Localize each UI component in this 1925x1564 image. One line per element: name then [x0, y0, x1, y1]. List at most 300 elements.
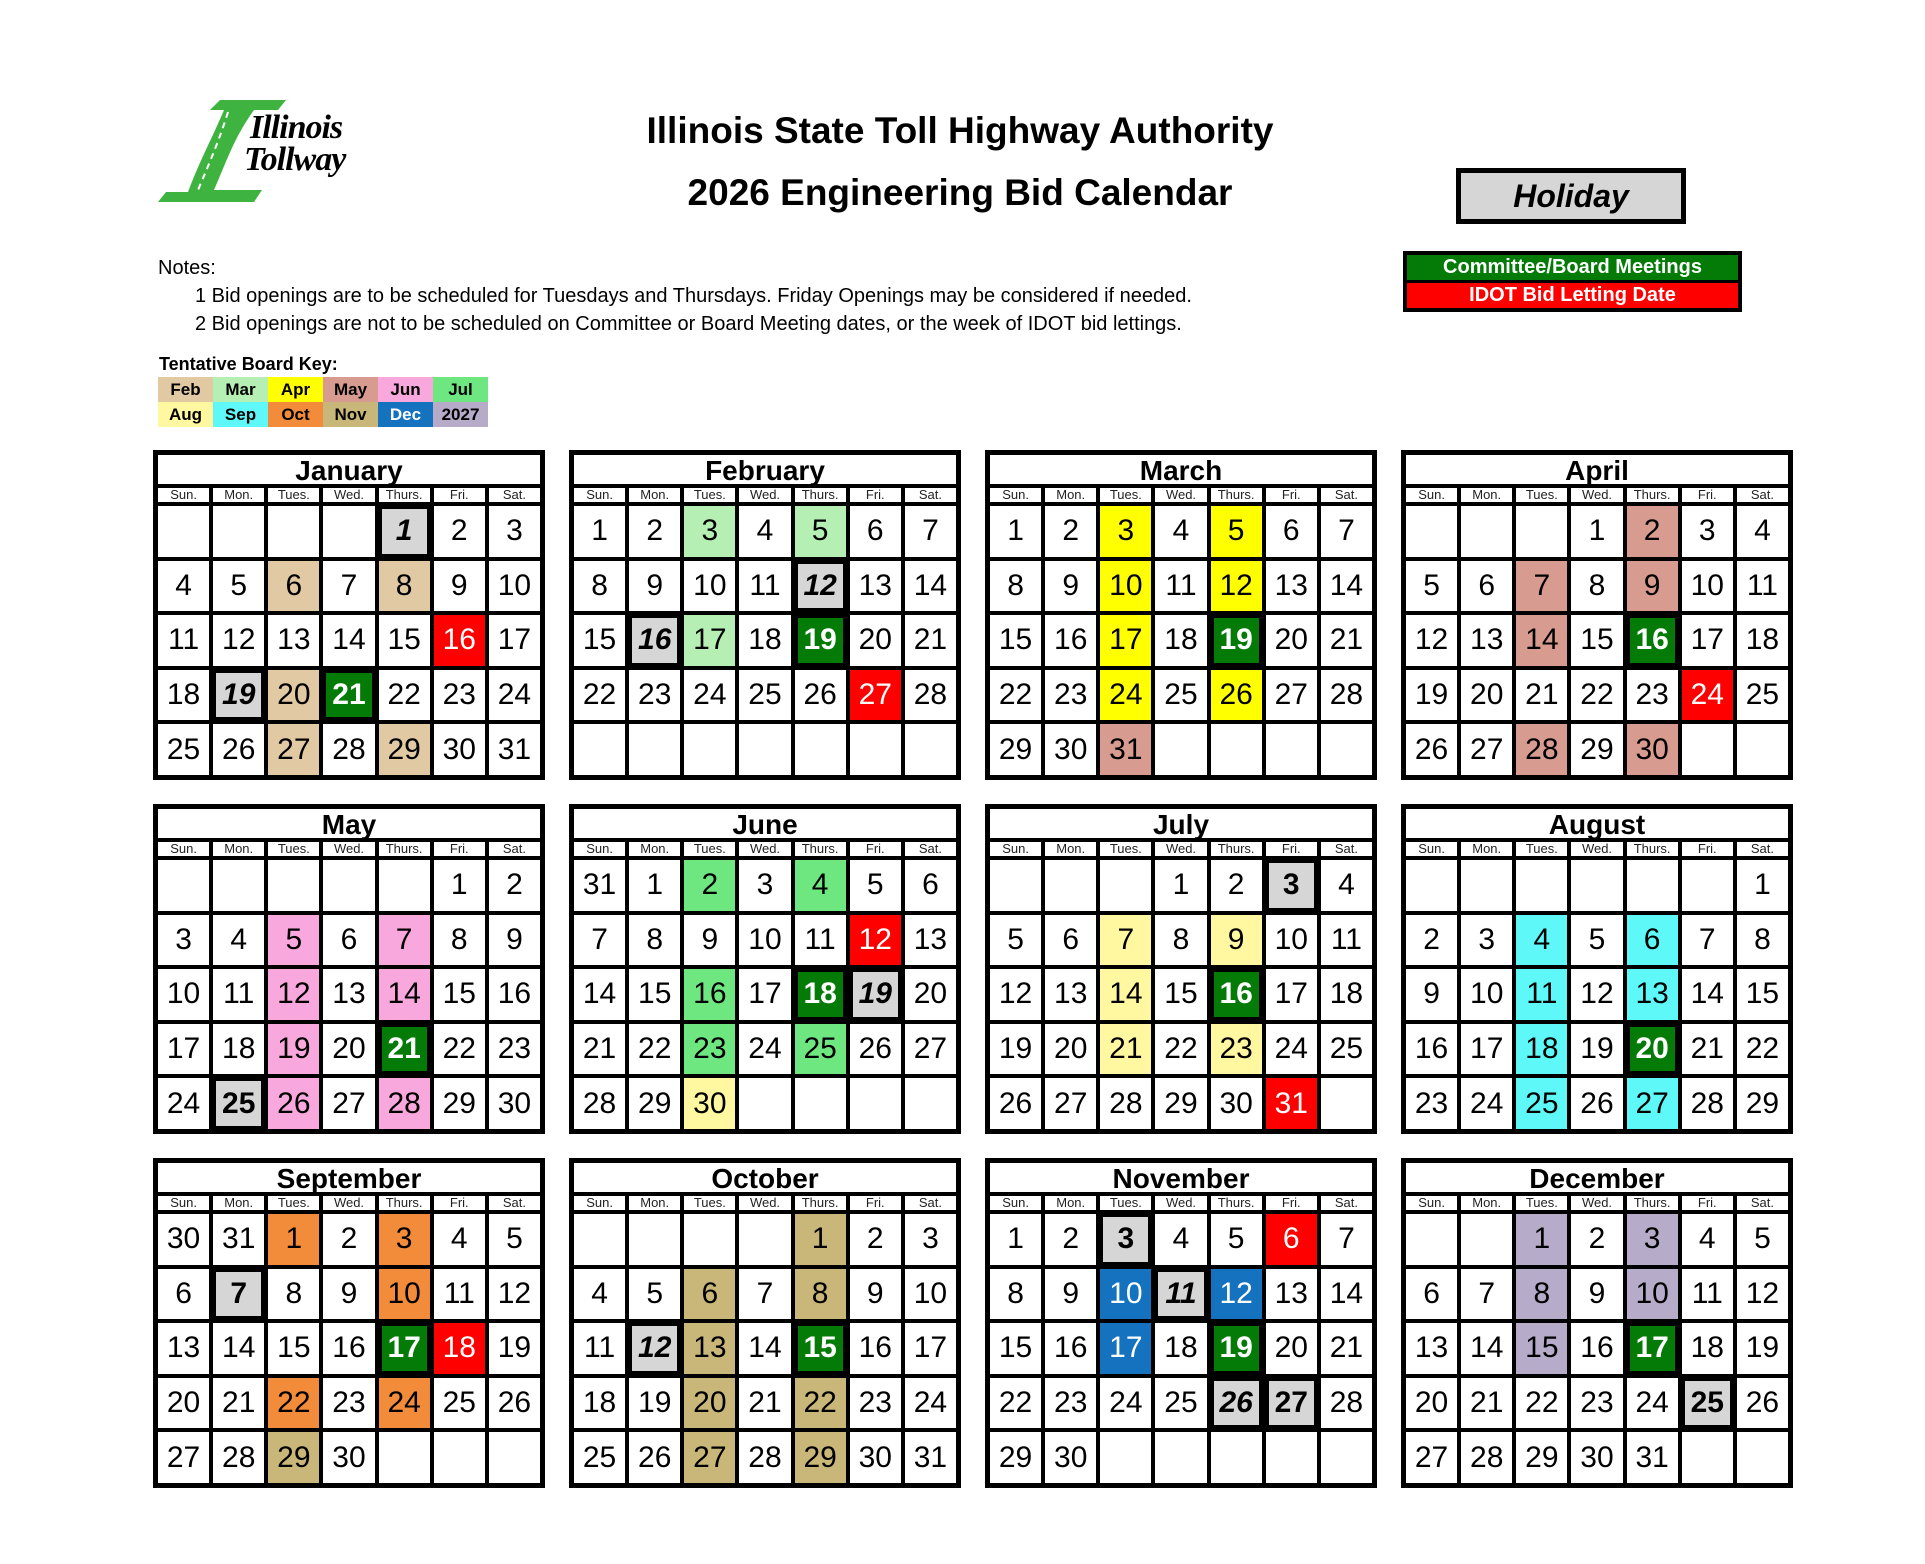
day-cell: 2 — [850, 1214, 901, 1265]
board-key-may: May — [323, 377, 378, 402]
day-cell: 31 — [489, 724, 540, 775]
day-cell — [1682, 860, 1733, 911]
idot-letting-cell: 24 — [1682, 670, 1733, 721]
board-tentative-cell: 29 — [795, 1432, 846, 1483]
weekday-label: Wed. — [323, 842, 374, 856]
day-cell: 18 — [1155, 1323, 1206, 1374]
day-cell: 9 — [323, 1269, 374, 1320]
month-title: December — [1406, 1163, 1788, 1192]
day-cell: 20 — [1461, 670, 1512, 721]
day-cell: 1 — [990, 1214, 1041, 1265]
day-cell: 6 — [323, 915, 374, 966]
day-cell: 23 — [1571, 1378, 1622, 1429]
month-title: January — [158, 455, 540, 484]
day-cell: 20 — [1045, 1024, 1096, 1075]
board-key-jun: Jun — [378, 377, 433, 402]
weekday-label: Mon. — [1045, 1196, 1096, 1210]
weekday-header — [1406, 488, 1788, 502]
board-tentative-cell: 28 — [379, 1078, 430, 1129]
holiday-cell: 16 — [629, 615, 680, 666]
weekday-label: Sat. — [905, 842, 956, 856]
weekday-label: Sat. — [1737, 488, 1788, 502]
day-cell: 27 — [1461, 724, 1512, 775]
day-cell: 24 — [905, 1378, 956, 1429]
board-tentative-cell: 1 — [268, 1214, 319, 1265]
weekday-label: Wed. — [1155, 842, 1206, 856]
day-cell — [1045, 860, 1096, 911]
day-cell: 28 — [1100, 1078, 1151, 1129]
day-cell: 11 — [1682, 1269, 1733, 1320]
weekday-label: Tues. — [684, 842, 735, 856]
day-cell: 6 — [905, 860, 956, 911]
day-cell: 1 — [990, 506, 1041, 557]
board-tentative-cell: 24 — [379, 1378, 430, 1429]
day-cell — [795, 1078, 846, 1129]
board-tentative-cell: 1 — [795, 1214, 846, 1265]
day-cell: 20 — [850, 615, 901, 666]
day-cell: 28 — [323, 724, 374, 775]
day-cell — [323, 506, 374, 557]
day-cell: 12 — [990, 969, 1041, 1020]
idot-letting-cell: 16 — [434, 615, 485, 666]
month-days — [990, 506, 1372, 775]
day-cell: 28 — [574, 1078, 625, 1129]
weekday-label: Mon. — [629, 488, 680, 502]
day-cell — [379, 860, 430, 911]
day-cell — [1406, 860, 1457, 911]
day-cell: 7 — [905, 506, 956, 557]
weekday-header — [574, 488, 956, 502]
board-tentative-cell: 2 — [684, 860, 735, 911]
month-days — [574, 506, 956, 775]
day-cell: 13 — [1045, 969, 1096, 1020]
day-cell: 15 — [379, 615, 430, 666]
board-tentative-cell: 6 — [1627, 915, 1678, 966]
day-cell: 26 — [850, 1024, 901, 1075]
day-cell: 10 — [489, 561, 540, 612]
weekday-label: Tues. — [1516, 488, 1567, 502]
weekday-label: Fri. — [1266, 488, 1317, 502]
weekday-label: Fri. — [434, 1196, 485, 1210]
day-cell: 25 — [434, 1378, 485, 1429]
weekday-label: Sat. — [1737, 842, 1788, 856]
month-title: May — [158, 809, 540, 838]
day-cell: 25 — [1155, 670, 1206, 721]
day-cell — [1461, 860, 1512, 911]
day-cell: 1 — [629, 860, 680, 911]
weekday-label: Fri. — [1266, 842, 1317, 856]
day-cell: 29 — [434, 1078, 485, 1129]
day-cell: 17 — [739, 969, 790, 1020]
idot-legend: IDOT Bid Letting Date — [1407, 283, 1738, 308]
day-cell: 15 — [1737, 969, 1788, 1020]
day-cell: 6 — [1461, 561, 1512, 612]
weekday-label: Tues. — [268, 1196, 319, 1210]
day-cell: 2 — [489, 860, 540, 911]
day-cell — [629, 724, 680, 775]
day-cell: 1 — [1155, 860, 1206, 911]
day-cell: 29 — [1516, 1432, 1567, 1483]
board-tentative-cell: 15 — [1516, 1323, 1567, 1374]
board-tentative-cell: 4 — [795, 860, 846, 911]
day-cell: 16 — [323, 1323, 374, 1374]
day-cell — [905, 1078, 956, 1129]
day-cell: 30 — [1571, 1432, 1622, 1483]
day-cell: 15 — [434, 969, 485, 1020]
day-cell — [574, 724, 625, 775]
note-2: 2 Bid openings are not to be scheduled on Committee or Board Meeting dates, or the week of IDOT bid lettings. — [195, 313, 1182, 335]
weekday-label: Fri. — [1682, 1196, 1733, 1210]
day-cell: 17 — [158, 1024, 209, 1075]
holiday-cell: 12 — [795, 561, 846, 612]
day-cell: 21 — [574, 1024, 625, 1075]
day-cell: 10 — [905, 1269, 956, 1320]
day-cell: 21 — [1682, 1024, 1733, 1075]
weekday-label: Thurs. — [1627, 1196, 1678, 1210]
month-october — [569, 1158, 961, 1488]
notes-label: Notes: — [158, 257, 216, 279]
board-key-dec: Dec — [378, 402, 433, 427]
weekday-label: Sun. — [990, 1196, 1041, 1210]
day-cell: 4 — [739, 506, 790, 557]
day-cell: 4 — [1682, 1214, 1733, 1265]
day-cell: 4 — [158, 561, 209, 612]
weekday-header — [990, 842, 1372, 856]
day-cell — [158, 506, 209, 557]
weekday-label: Sun. — [1406, 842, 1457, 856]
day-cell — [1321, 724, 1372, 775]
committee-meeting-cell: 16 — [1627, 615, 1678, 666]
day-cell — [379, 1432, 430, 1483]
day-cell: 9 — [1045, 561, 1096, 612]
month-june — [569, 804, 961, 1134]
idot-letting-cell: 12 — [850, 915, 901, 966]
day-cell — [434, 1432, 485, 1483]
month-november — [985, 1158, 1377, 1488]
day-cell: 21 — [905, 615, 956, 666]
weekday-label: Mon. — [629, 1196, 680, 1210]
day-cell: 19 — [629, 1378, 680, 1429]
day-cell — [739, 1078, 790, 1129]
weekday-header — [990, 1196, 1372, 1210]
day-cell: 5 — [1406, 561, 1457, 612]
day-cell: 5 — [489, 1214, 540, 1265]
day-cell: 24 — [1627, 1378, 1678, 1429]
day-cell: 16 — [850, 1323, 901, 1374]
day-cell — [905, 724, 956, 775]
day-cell: 10 — [739, 915, 790, 966]
page-title: Illinois State Toll Highway Authority — [646, 110, 1274, 151]
day-cell: 15 — [990, 1323, 1041, 1374]
weekday-label: Tues. — [684, 488, 735, 502]
day-cell: 18 — [213, 1024, 264, 1075]
day-cell: 11 — [739, 561, 790, 612]
month-title: March — [990, 455, 1372, 484]
day-cell — [489, 1432, 540, 1483]
day-cell: 1 — [1737, 860, 1788, 911]
day-cell: 25 — [574, 1432, 625, 1483]
board-tentative-cell: 14 — [1100, 969, 1151, 1020]
day-cell: 15 — [1571, 615, 1622, 666]
day-cell: 18 — [574, 1378, 625, 1429]
day-cell: 3 — [1682, 506, 1733, 557]
day-cell: 1 — [434, 860, 485, 911]
day-cell: 10 — [1461, 969, 1512, 1020]
committee-meeting-cell: 15 — [795, 1323, 846, 1374]
day-cell: 23 — [1045, 1378, 1096, 1429]
board-tentative-cell: 7 — [1100, 915, 1151, 966]
weekday-label: Mon. — [213, 842, 264, 856]
day-cell: 4 — [574, 1269, 625, 1320]
weekday-label: Sat. — [905, 1196, 956, 1210]
board-tentative-cell: 27 — [1627, 1078, 1678, 1129]
day-cell: 23 — [1627, 670, 1678, 721]
board-tentative-cell: 6 — [268, 561, 319, 612]
day-cell: 2 — [1211, 860, 1262, 911]
day-cell: 28 — [1461, 1432, 1512, 1483]
committee-meeting-cell: 19 — [1211, 615, 1262, 666]
board-tentative-cell: 14 — [379, 969, 430, 1020]
day-cell: 13 — [158, 1323, 209, 1374]
board-tentative-cell: 13 — [1627, 969, 1678, 1020]
board-tentative-cell: 17 — [684, 615, 735, 666]
day-cell — [1516, 506, 1567, 557]
idot-letting-cell: 27 — [850, 670, 901, 721]
weekday-label: Mon. — [629, 842, 680, 856]
day-cell: 27 — [1045, 1078, 1096, 1129]
weekday-label: Thurs. — [1627, 842, 1678, 856]
day-cell: 8 — [1155, 915, 1206, 966]
board-tentative-cell: 9 — [1627, 561, 1678, 612]
day-cell — [213, 860, 264, 911]
day-cell: 22 — [990, 1378, 1041, 1429]
day-cell — [213, 506, 264, 557]
day-cell: 9 — [1406, 969, 1457, 1020]
board-key-nov: Nov — [323, 402, 378, 427]
weekday-label: Fri. — [850, 842, 901, 856]
board-tentative-cell: 23 — [684, 1024, 735, 1075]
day-cell: 3 — [1461, 915, 1512, 966]
day-cell: 19 — [990, 1024, 1041, 1075]
day-cell: 27 — [323, 1078, 374, 1129]
day-cell: 24 — [1461, 1078, 1512, 1129]
holiday-cell: 3 — [1100, 1214, 1151, 1265]
day-cell: 22 — [1516, 1378, 1567, 1429]
day-cell: 26 — [990, 1078, 1041, 1129]
month-title: June — [574, 809, 956, 838]
day-cell: 30 — [1045, 1432, 1096, 1483]
day-cell: 7 — [574, 915, 625, 966]
day-cell — [1737, 724, 1788, 775]
weekday-label: Sun. — [1406, 488, 1457, 502]
board-tentative-cell: 12 — [1211, 1269, 1262, 1320]
day-cell: 6 — [1266, 506, 1317, 557]
day-cell — [739, 1214, 790, 1265]
day-cell: 30 — [434, 724, 485, 775]
month-title: September — [158, 1163, 540, 1192]
board-tentative-cell: 4 — [1516, 915, 1567, 966]
day-cell: 13 — [1266, 561, 1317, 612]
day-cell — [739, 724, 790, 775]
day-cell: 12 — [1571, 969, 1622, 1020]
month-march — [985, 450, 1377, 780]
weekday-label: Mon. — [1461, 488, 1512, 502]
committee-meeting-cell: 19 — [1211, 1323, 1262, 1374]
month-days — [158, 860, 540, 1129]
day-cell: 10 — [684, 561, 735, 612]
day-cell: 28 — [1682, 1078, 1733, 1129]
day-cell: 17 — [489, 615, 540, 666]
day-cell: 8 — [574, 561, 625, 612]
board-tentative-cell: 23 — [1211, 1024, 1262, 1075]
day-cell: 20 — [905, 969, 956, 1020]
weekday-header — [990, 488, 1372, 502]
day-cell: 8 — [1737, 915, 1788, 966]
day-cell: 11 — [158, 615, 209, 666]
holiday-cell: 1 — [379, 506, 430, 557]
day-cell: 7 — [1461, 1269, 1512, 1320]
day-cell: 11 — [1737, 561, 1788, 612]
logo-line-1: Illinois — [250, 109, 343, 146]
day-cell: 21 — [1461, 1378, 1512, 1429]
day-cell: 3 — [739, 860, 790, 911]
committee-meeting-cell: 21 — [379, 1024, 430, 1075]
day-cell: 25 — [739, 670, 790, 721]
day-cell: 13 — [850, 561, 901, 612]
month-april — [1401, 450, 1793, 780]
day-cell: 22 — [990, 670, 1041, 721]
day-cell: 22 — [434, 1024, 485, 1075]
day-cell: 6 — [850, 506, 901, 557]
day-cell: 18 — [1155, 615, 1206, 666]
weekday-label: Sat. — [1321, 842, 1372, 856]
day-cell: 20 — [1266, 615, 1317, 666]
weekday-label: Wed. — [1571, 1196, 1622, 1210]
day-cell: 7 — [739, 1269, 790, 1320]
weekday-label: Fri. — [434, 488, 485, 502]
day-cell: 23 — [629, 670, 680, 721]
committee-meeting-cell: 17 — [379, 1323, 430, 1374]
day-cell — [1516, 860, 1567, 911]
month-may — [153, 804, 545, 1134]
day-cell: 26 — [1737, 1378, 1788, 1429]
weekday-label: Sat. — [489, 842, 540, 856]
day-cell: 23 — [434, 670, 485, 721]
weekday-label: Tues. — [1100, 1196, 1151, 1210]
weekday-label: Mon. — [1045, 842, 1096, 856]
idot-letting-cell: 18 — [434, 1323, 485, 1374]
board-tentative-cell: 5 — [268, 915, 319, 966]
day-cell: 14 — [1321, 561, 1372, 612]
weekday-label: Mon. — [1461, 1196, 1512, 1210]
weekday-label: Sun. — [1406, 1196, 1457, 1210]
weekday-label: Sat. — [489, 488, 540, 502]
board-tentative-cell: 5 — [795, 506, 846, 557]
day-cell: 9 — [434, 561, 485, 612]
board-tentative-cell: 19 — [268, 1024, 319, 1075]
day-cell — [850, 1078, 901, 1129]
weekday-label: Thurs. — [1211, 488, 1262, 502]
day-cell: 29 — [1737, 1078, 1788, 1129]
weekday-label: Sun. — [158, 488, 209, 502]
committee-meeting-cell: 18 — [795, 969, 846, 1020]
day-cell: 1 — [574, 506, 625, 557]
board-tentative-cell: 29 — [268, 1432, 319, 1483]
day-cell — [684, 724, 735, 775]
day-cell — [1100, 860, 1151, 911]
day-cell: 19 — [489, 1323, 540, 1374]
committee-meeting-cell: 21 — [323, 670, 374, 721]
day-cell: 12 — [1737, 1269, 1788, 1320]
weekday-label: Tues. — [1100, 488, 1151, 502]
month-title: February — [574, 455, 956, 484]
day-cell: 18 — [1682, 1323, 1733, 1374]
month-title: August — [1406, 809, 1788, 838]
day-cell: 9 — [1045, 1269, 1096, 1320]
day-cell: 12 — [1406, 615, 1457, 666]
day-cell: 10 — [1682, 561, 1733, 612]
day-cell: 14 — [905, 561, 956, 612]
day-cell: 20 — [323, 1024, 374, 1075]
day-cell: 19 — [1737, 1323, 1788, 1374]
day-cell — [1100, 1432, 1151, 1483]
day-cell: 14 — [574, 969, 625, 1020]
board-tentative-cell: 24 — [1100, 670, 1151, 721]
day-cell: 22 — [379, 670, 430, 721]
day-cell — [268, 506, 319, 557]
weekday-label: Sun. — [990, 488, 1041, 502]
day-cell: 24 — [489, 670, 540, 721]
day-cell: 2 — [1045, 1214, 1096, 1265]
day-cell: 9 — [1571, 1269, 1622, 1320]
day-cell: 21 — [213, 1378, 264, 1429]
month-days — [574, 1214, 956, 1483]
board-tentative-cell: 31 — [1100, 724, 1151, 775]
board-tentative-cell: 10 — [1100, 1269, 1151, 1320]
weekday-label: Fri. — [1682, 842, 1733, 856]
weekday-label: Sat. — [1321, 1196, 1372, 1210]
weekday-label: Wed. — [739, 842, 790, 856]
day-cell: 15 — [1155, 969, 1206, 1020]
weekday-label: Sat. — [1321, 488, 1372, 502]
weekday-label: Tues. — [1100, 842, 1151, 856]
weekday-label: Fri. — [1266, 1196, 1317, 1210]
weekday-label: Tues. — [1516, 842, 1567, 856]
day-cell: 29 — [629, 1078, 680, 1129]
month-days — [574, 860, 956, 1129]
day-cell: 20 — [158, 1378, 209, 1429]
day-cell — [323, 860, 374, 911]
day-cell: 8 — [990, 561, 1041, 612]
day-cell: 7 — [323, 561, 374, 612]
day-cell: 3 — [905, 1214, 956, 1265]
board-key-sep: Sep — [213, 402, 268, 427]
day-cell: 1 — [1571, 506, 1622, 557]
day-cell: 2 — [1406, 915, 1457, 966]
day-cell: 24 — [684, 670, 735, 721]
day-cell: 19 — [1571, 1024, 1622, 1075]
weekday-label: Tues. — [1516, 1196, 1567, 1210]
day-cell: 16 — [1045, 1323, 1096, 1374]
day-cell: 5 — [1211, 1214, 1262, 1265]
holiday-cell: 27 — [1266, 1378, 1317, 1429]
weekday-label: Mon. — [213, 488, 264, 502]
board-tentative-cell: 13 — [684, 1323, 735, 1374]
day-cell: 22 — [1737, 1024, 1788, 1075]
weekday-header — [158, 842, 540, 856]
notes — [158, 254, 1192, 338]
board-key-title: Tentative Board Key: — [159, 354, 338, 374]
